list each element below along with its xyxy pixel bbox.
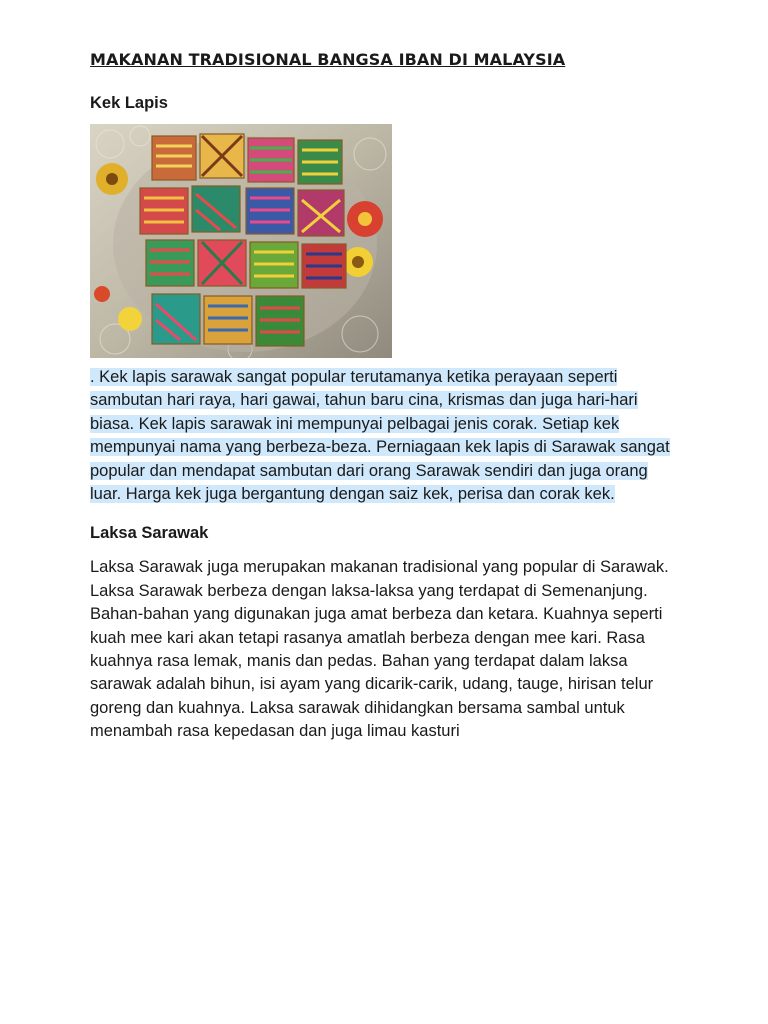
- document-title: MAKANAN TRADISIONAL BANGSA IBAN DI MALAYSIA: [90, 50, 566, 69]
- highlighted-text: . Kek lapis sarawak sangat popular terutamanya ketika perayaan seperti sambutan hari raya, hari gawai, tahun baru cina, krismas dan juga hari-hari biasa. Kek lapis sarawak ini mempunyai pelbagai jenis corak. Setiap kek mempunyai nama yang berbeza-beza. Perniagaan kek lapis di Sarawak sangat popular dan mendapat sambutan dari orang Sarawak sendiri dan juga orang luar. Harga kek juga bergantung dengan saiz kek, perisa dan corak kek.: [90, 368, 670, 504]
- laksa-sarawak-paragraph: Laksa Sarawak juga merupakan makanan tradisional yang popular di Sarawak. Laksa Sarawak berbeza dengan laksa-laksa yang terdapat di Semenanjung. Bahan-bahan yang digunakan juga amat berbeza dan ketara. Kuahnya seperti kuah mee kari akan tetapi rasanya amatlah berbeza dengan mee kari. Rasa kuahnya rasa lemak, manis dan pedas. Bahan yang terdapat dalam laksa sarawak adalah bihun, isi ayam yang dicarik-carik, udang, tauge, hirisan telur goreng dan kuahnya. Laksa sarawak dihidangkan bersama sambal untuk menambah rasa kepedasan dan juga limau kasturi: [90, 558, 669, 741]
- section-heading-kek-lapis: Kek Lapis: [90, 94, 168, 112]
- kek-lapis-photo: [90, 124, 392, 358]
- kek-lapis-paragraph: [90, 366, 680, 506]
- document-page: [90, 48, 680, 744]
- section-heading-laksa-sarawak: Laksa Sarawak: [90, 524, 209, 543]
